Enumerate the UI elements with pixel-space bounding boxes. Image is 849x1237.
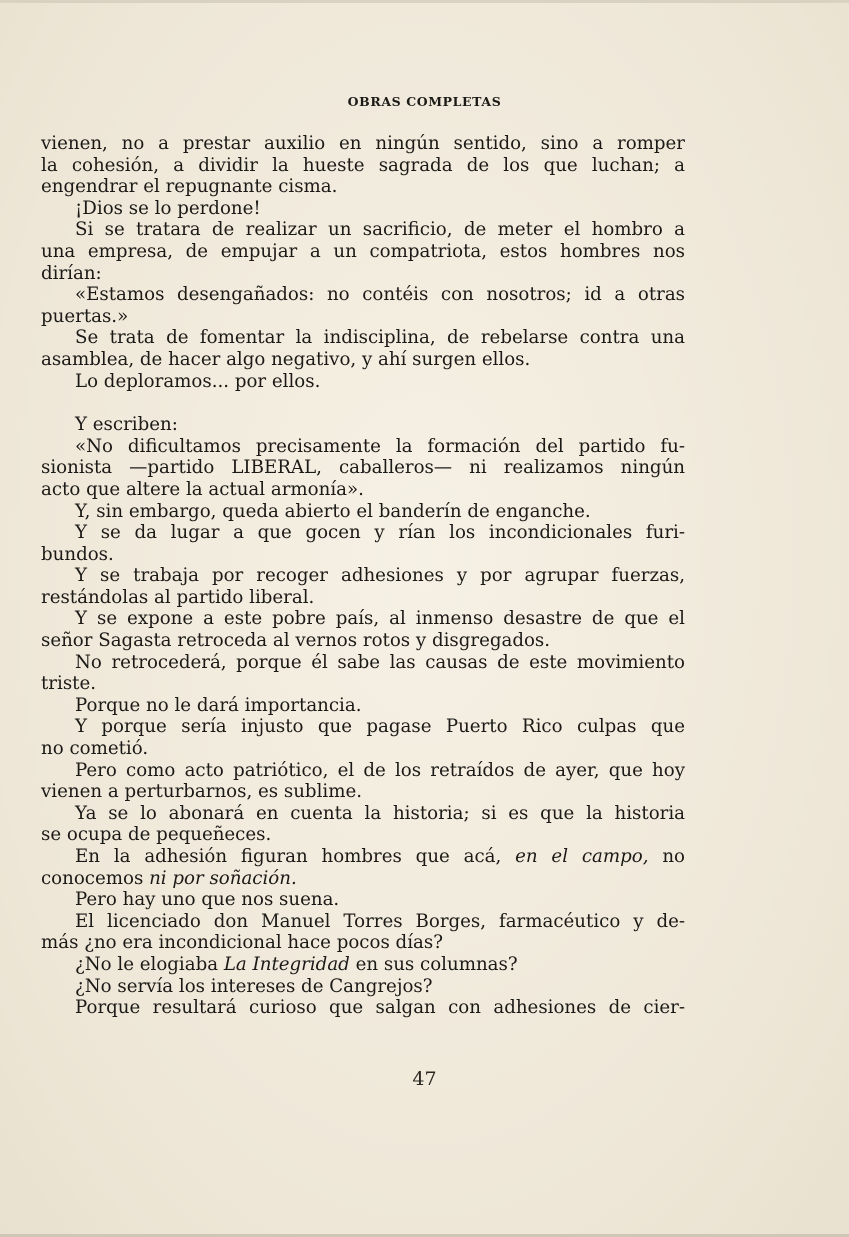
italic-text: en el campo, xyxy=(515,846,649,867)
text-run: «Estamos desengañados: no contéis con nosotros; id a otras xyxy=(75,284,685,306)
paragraph-gap xyxy=(41,392,685,414)
text-line xyxy=(41,133,685,155)
text-run: señor Sagasta retroceda al vernos rotos y disgregados. xyxy=(41,630,551,652)
text-run: El licenciado don Manuel Torres Borges, farmacéutico y de- xyxy=(75,910,685,932)
text-line xyxy=(41,544,685,566)
text-line xyxy=(41,241,685,263)
text-line xyxy=(41,457,685,479)
text-run: más ¿no era incondicional hace pocos días? xyxy=(41,932,443,954)
text-run: Si se tratara de realizar un sacrificio, de meter el hombro a xyxy=(75,219,685,241)
text-line xyxy=(41,608,685,630)
running-head: OBRAS COMPLETAS xyxy=(347,94,502,109)
text-run: conocemos xyxy=(41,867,150,889)
text-run: «No dificultamos precisamente la formación del partido fu- xyxy=(75,435,685,457)
text-line xyxy=(41,284,685,306)
text-run: Y porque sería injusto que pagase Puerto Rico culpas que xyxy=(75,716,685,738)
text-run: triste. xyxy=(41,673,97,695)
text-run: ¡Dios se lo perdone! xyxy=(75,197,261,219)
text-line xyxy=(41,803,685,825)
text-line xyxy=(41,587,685,609)
text-run: acto que altere la actual armonía». xyxy=(41,478,364,500)
text-run: Y escriben: xyxy=(75,414,178,436)
text-line xyxy=(41,306,685,328)
text-line xyxy=(41,176,685,198)
text-run: Y, sin embargo, queda abierto el banderín de enganche. xyxy=(75,500,591,522)
text-run: vienen, no a prestar auxilio en ningún sentido, sino a romper xyxy=(41,133,685,154)
text-line xyxy=(41,652,685,674)
text-run: vienen a perturbarnos, es sublime. xyxy=(41,781,362,803)
text-line xyxy=(41,436,685,458)
text-run: No retrocederá, porque él sabe las causas de este movimiento xyxy=(75,651,685,673)
text-line xyxy=(41,932,685,954)
text-line xyxy=(41,824,685,846)
text-line xyxy=(41,954,685,976)
text-line xyxy=(41,889,685,911)
text-line xyxy=(41,522,685,544)
text-run: Porque resultará curioso que salgan con adhesiones de cier- xyxy=(75,997,685,1019)
text-line xyxy=(41,501,685,523)
text-line xyxy=(41,414,685,436)
text-line xyxy=(41,976,685,998)
text-line xyxy=(41,738,685,760)
text-run: ¿No le elogiaba xyxy=(75,953,224,975)
text-run: la cohesión, a dividir la hueste sagrada de los que luchan; a xyxy=(41,154,685,176)
italic-text: ni por soñación. xyxy=(149,867,297,889)
text-run: En la adhesión figuran hombres que acá, xyxy=(75,846,516,867)
text-line xyxy=(41,673,685,695)
text-line xyxy=(41,868,685,890)
text-line xyxy=(41,997,685,1019)
text-run: Porque no le dará importancia. xyxy=(75,694,362,716)
body-text xyxy=(41,133,685,1019)
text-run: sionista —partido LIBERAL, caballeros— ni realizamos ningún xyxy=(41,457,685,479)
text-run: bundos. xyxy=(41,543,114,565)
text-line xyxy=(41,198,685,220)
text-line xyxy=(41,695,685,717)
text-run: Pero hay uno que nos suena. xyxy=(75,889,340,911)
text-line xyxy=(41,630,685,652)
text-run: Ya se lo abonará en cuenta la historia; si es que la historia xyxy=(75,802,685,824)
text-line xyxy=(41,155,685,177)
text-run: puertas.» xyxy=(41,305,129,327)
text-run: asamblea, de hacer algo negativo, y ahí surgen ellos. xyxy=(41,348,531,370)
page-top-edge xyxy=(0,0,849,3)
text-line xyxy=(41,565,685,587)
page-number: 47 xyxy=(412,1068,437,1090)
text-line xyxy=(41,716,685,738)
text-line xyxy=(41,371,685,393)
text-line xyxy=(41,263,685,285)
text-run: restándolas al partido liberal. xyxy=(41,586,315,608)
text-run: se ocupa de pequeñeces. xyxy=(41,824,272,846)
text-line xyxy=(41,760,685,782)
text-run: ¿No servía los intereses de Cangrejos? xyxy=(75,975,433,997)
text-run: engendrar el repugnante cisma. xyxy=(41,176,338,198)
text-run: Y se expone a este pobre país, al inmenso desastre de que el xyxy=(75,608,685,630)
text-run: una empresa, de empujar a un compatriota, estos hombres nos xyxy=(41,240,685,262)
text-line xyxy=(41,911,685,933)
text-run: en sus columnas? xyxy=(349,953,518,975)
text-run: no cometió. xyxy=(41,738,149,760)
text-run: Lo deploramos... por ellos. xyxy=(75,370,321,392)
text-line xyxy=(41,479,685,501)
text-run: Y se da lugar a que gocen y rían los incondicionales furi- xyxy=(75,522,685,544)
text-line xyxy=(41,846,685,868)
text-line xyxy=(41,781,685,803)
text-line xyxy=(41,219,685,241)
text-run: no xyxy=(648,846,685,867)
text-run: Y se trabaja por recoger adhesiones y por agrupar fuerzas, xyxy=(75,565,685,587)
text-run: dirían: xyxy=(41,262,102,284)
italic-text: La Integridad xyxy=(223,953,350,975)
text-run: Pero como acto patriótico, el de los retraídos de ayer, que hoy xyxy=(75,759,685,781)
text-run: Se trata de fomentar la indisciplina, de rebelarse contra una xyxy=(75,327,685,349)
text-line xyxy=(41,349,685,371)
text-line xyxy=(41,327,685,349)
